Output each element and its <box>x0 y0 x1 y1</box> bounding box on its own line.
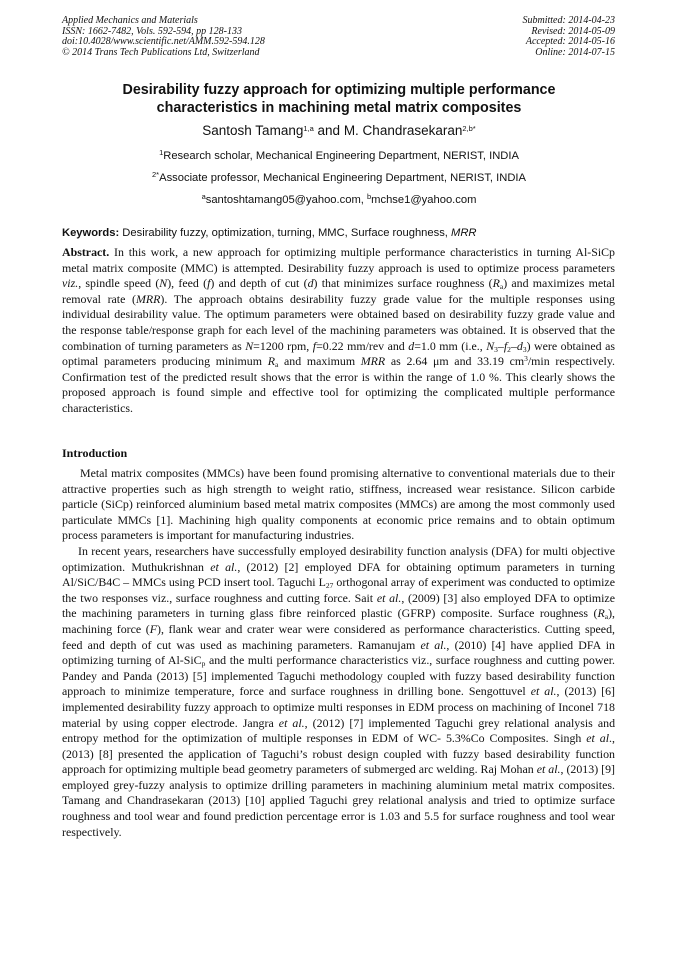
abstract-text: ) and depth of cut ( <box>210 276 308 291</box>
abstract-text: N <box>245 338 254 353</box>
keywords-text: Desirability fuzzy, optimization, turning, MMC, Surface roughness, <box>119 227 452 239</box>
abstract-text: viz. <box>62 276 79 291</box>
affiliation-1-text: Research scholar, Mechanical Engineering Department, NERIST, INDIA <box>163 150 519 162</box>
abstract-text: d <box>516 338 523 353</box>
intro-text: a <box>604 612 609 622</box>
intro-text: , (2010) [4] have applied DFA in optimizing turning of Al-SiC <box>62 637 615 668</box>
online-date: Online: 2014-07-15 <box>535 46 615 58</box>
abstract-text: MRR <box>360 354 386 369</box>
abstract-paragraph <box>62 245 615 417</box>
intro-paragraph-2 <box>62 544 615 840</box>
author-1-sup: 1,a <box>303 124 314 133</box>
dates-header <box>523 16 616 58</box>
intro-text: et al. <box>376 590 402 605</box>
author-and: and <box>313 123 344 138</box>
intro-text: orthogonal array of experiment was conducted to optimize the two responses viz., surface roughness and cutting force. Sait <box>62 575 615 605</box>
intro-text: , (2013) [6] implemented desirability fuzzy approach to optimize multi responses in EDM process on machining of Inconel 718 material by using copper electrode. Jangra <box>62 684 616 730</box>
copyright-line: © 2014 Trans Tech Publications Ltd, Switzerland <box>62 46 260 58</box>
keywords-last: MRR <box>451 227 477 239</box>
intro-text: , (2012) [2] employed DFA for obtaining optimum parameters in turning Al/SiC/B4C – MMCs using PCD insert tool. Taguchi L <box>62 559 615 590</box>
intro-text: and the multi performance characteristics viz., surface roughness and cutting power. Pandey and Panda (2013) [5] implemented Taguchi methodology coupled with fuzzy based desirability function approach to minimize temperature, force and surface roughness in drilling bone. Sengottuvel <box>62 653 615 699</box>
abstract-text: d <box>408 338 415 353</box>
abstract-text: N <box>486 338 495 353</box>
email-b: mchse1@yahoo.com <box>371 194 477 206</box>
affiliation-2 <box>62 171 616 185</box>
abstract-text: 3 <box>494 344 498 354</box>
intro-text: , (2012) [7] implemented Taguchi grey relational analysis and entropy method for the optimization of multiple responses in EDM of WC- 5.3%Co Composites. Singh <box>62 715 616 746</box>
intro-text: et al. <box>420 637 447 652</box>
intro-text: ., (2013) [8] presented the application of Taguchi’s robust design coupled with fuzzy based desirability function approach for optimizing multiple bead geometry parameters of submerged arc welding. Raj Mohan <box>62 731 615 777</box>
intro-text: F <box>149 621 157 636</box>
journal-name: Applied Mechanics and Materials <box>62 15 198 26</box>
intro-text: , (2009) [3] also employed DFA to optimize the machining parameters in turning glass fibre reinforced plastic (GFRP) composite. Surface roughness ( <box>62 590 615 621</box>
affiliation-2-text: Associate professor, Mechanical Engineering Department, NERIST, INDIA <box>159 172 526 184</box>
author-line <box>62 122 616 140</box>
email-b-sup: b <box>366 192 372 201</box>
intro-text: et al. <box>210 559 238 574</box>
abstract-text: d <box>307 276 314 291</box>
keywords <box>62 226 616 240</box>
abstract-text: – <box>510 338 517 353</box>
abstract-text: , spindle speed ( <box>78 276 160 291</box>
intro-text: In recent years, researchers have successfully employed desirability function analysis (DFA) for multi objective optimization. Muthukrishnan <box>62 543 615 574</box>
intro-text: et al. <box>530 684 557 699</box>
abstract-text: MRR <box>135 291 161 306</box>
intro-text: 27 <box>325 581 334 591</box>
abstract-text: =0.22 mm/rev and <box>316 338 409 353</box>
intro-text: ), machining force ( <box>62 606 615 636</box>
author-1: Santosh Tamang <box>202 123 304 138</box>
affiliation-2-sup: 2* <box>152 170 160 179</box>
section-heading-introduction: Introduction <box>62 446 128 460</box>
intro-paragraph-1: Metal matrix composites (MMCs) have been found promising alternative to conventional materials due to their attractive properties such as high strength to weight ratio, stiffness, increased wear resistance. Silicon carbide particle (SiCp) reinforced aluminium based metal matrix composites (MMCs) are among the most commonly used particulate MMCs [1]. Machining high quality components at economic price remains and to obtain optimum process parameters is important for manufacturing industries. <box>62 466 615 543</box>
email-line <box>62 193 616 207</box>
abstract-text: a <box>499 282 504 292</box>
introduction-body <box>62 466 615 840</box>
abstract-text: as 2.64 μm and 33.19 cm <box>385 354 525 369</box>
abstract-text: N <box>159 276 168 291</box>
intro-text: et al <box>586 731 610 746</box>
abstract-text: ), feed ( <box>167 276 208 291</box>
email-a: santoshtamang05@yahoo.com, <box>205 194 367 206</box>
abstract-text: ) and maximizes metal removal rate ( <box>62 276 615 306</box>
intro-text: et al. <box>278 715 305 730</box>
email-a-sup: a <box>201 192 206 201</box>
abstract-text: f <box>207 276 211 291</box>
revised-date: Revised: 2014-05-09 <box>531 25 615 37</box>
journal-header <box>62 16 265 58</box>
author-2: M. Chandrasekaran <box>343 123 463 138</box>
abstract-text: R <box>267 354 275 369</box>
abstract-text: ) were obtained as optimal parameters producing minimum <box>62 338 615 369</box>
intro-text: et al. <box>536 762 561 777</box>
abstract <box>62 245 615 417</box>
paper-title <box>62 81 616 117</box>
abstract-text: and maximum <box>278 354 361 369</box>
abstract-text: 3 <box>524 354 528 364</box>
doi-line: doi:10.4028/www.scientific.net/AMM.592-594.128 <box>62 36 265 47</box>
abstract-text: =1.0 mm (i.e., <box>414 338 487 353</box>
keywords-label: Keywords: <box>62 227 120 239</box>
abstract-text: 2 <box>507 344 511 354</box>
author-2-sup: 2,b* <box>462 124 476 133</box>
intro-text: p <box>201 659 206 669</box>
abstract-text: f <box>503 338 508 353</box>
abstract-text: ). The approach obtains desirability fuzzy grade value for the multiple responses using individual desirability value. The optimum parameters were obtained based on desirability fuzzy grade value and the response table/response graph for each level of the machining parameters was obtained. It is observed that the combination of turning parameters as <box>62 291 615 353</box>
issn-line: ISSN: 1662-7482, Vols. 592-594, pp 128-133 <box>62 25 242 37</box>
title-line-2: characteristics in machining metal matrix composites <box>156 100 522 116</box>
abstract-text: /min respectively. Confirmation test of the predicted result shows that the error is within the range of 1.0 %. This clearly shows the proposed approach is found simple and effective tool for optimizing the complicated multiple performance characteristics. <box>62 354 616 415</box>
abstract-text: R <box>492 276 500 291</box>
abstract-text: f <box>312 338 317 353</box>
intro-text: , (2013) [9] employed grey-fuzzy analysis to optimize drilling parameters in machining aluminium metal matrix composites. Tamang and Chandrasekaran (2013) [10] applied Taguchi grey relational analysis and tried to optimize surface roughness and tool wear and found prediction percentage error is 1.03 and 5.5 for surface roughness and tool wear respectively. <box>62 762 615 839</box>
abstract-text: a <box>274 360 279 370</box>
accepted-date: Accepted: 2014-05-16 <box>525 36 615 47</box>
title-line-1: Desirability fuzzy approach for optimizing multiple performance <box>122 82 556 98</box>
abstract-label: Abstract. <box>62 245 110 259</box>
affiliation-1-sup: 1 <box>159 148 164 157</box>
abstract-text: In this work, a new approach for optimizing multiple performance characteristics in turning Al-SiCp metal matrix composite (MMC) is attempted. Desirability fuzzy approach is used to optimize process parameters <box>62 245 615 275</box>
submitted-date: Submitted: 2014-04-23 <box>522 15 615 26</box>
intro-text: R <box>597 606 605 621</box>
abstract-text: – <box>497 338 504 353</box>
abstract-text: ) that minimizes surface roughness ( <box>313 276 493 291</box>
intro-text: ), flank wear and crater wear were considered as performance characteristics. Cutting speed, feed and depth of cut was used as machining parameters. Ramanujam <box>62 621 615 652</box>
abstract-text: =1200 rpm, <box>253 338 313 353</box>
affiliation-1 <box>62 149 616 163</box>
abstract-text: 3 <box>522 344 527 354</box>
